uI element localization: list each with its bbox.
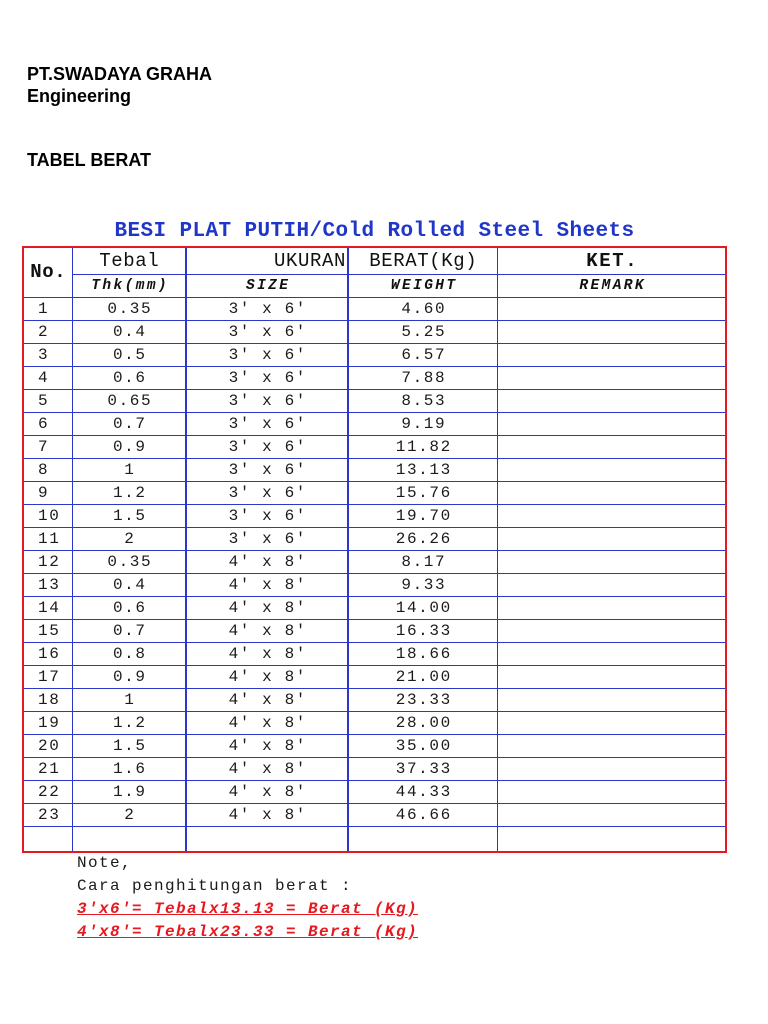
cell-empty: [498, 827, 725, 851]
cell-berat: 18.66: [349, 643, 498, 666]
cell-tebal: 2: [73, 528, 187, 551]
column-subheader-weight: WEIGHT: [349, 275, 498, 298]
cell-berat: 8.53: [349, 390, 498, 413]
cell-ket: [498, 689, 725, 712]
cell-tebal: 1.2: [73, 712, 187, 735]
column-header-tebal: Tebal: [73, 248, 187, 275]
table-row: [24, 758, 725, 781]
cell-ket: [498, 735, 725, 758]
cell-berat: 14.00: [349, 597, 498, 620]
cell-no: 14: [24, 597, 73, 620]
cell-ket: [498, 781, 725, 804]
cell-no: 17: [24, 666, 73, 689]
cell-berat: 9.33: [349, 574, 498, 597]
table-row: [24, 689, 725, 712]
cell-ket: [498, 298, 725, 321]
cell-berat: 16.33: [349, 620, 498, 643]
cell-tebal: 1.6: [73, 758, 187, 781]
cell-ket: [498, 528, 725, 551]
department-name: Engineering: [27, 86, 132, 106]
column-header-no: No.: [24, 248, 73, 298]
cell-berat: 46.66: [349, 804, 498, 827]
cell-ukuran: 3' x 6': [187, 390, 349, 413]
table-row: [24, 735, 725, 758]
cell-ukuran: 4' x 8': [187, 551, 349, 574]
cell-ket: [498, 505, 725, 528]
cell-ukuran: 4' x 8': [187, 574, 349, 597]
column-subheader-size: SIZE: [187, 275, 349, 298]
table-row: [24, 574, 725, 597]
cell-berat: 9.19: [349, 413, 498, 436]
cell-no: 19: [24, 712, 73, 735]
cell-ket: [498, 712, 725, 735]
cell-tebal: 0.65: [73, 390, 187, 413]
cell-ukuran: 3' x 6': [187, 436, 349, 459]
cell-no: 18: [24, 689, 73, 712]
table-row: [24, 643, 725, 666]
notes-section: [77, 852, 418, 944]
cell-ukuran: 4' x 8': [187, 643, 349, 666]
cell-ukuran: 4' x 8': [187, 804, 349, 827]
table-row: [24, 804, 725, 827]
cell-no: 13: [24, 574, 73, 597]
cell-no: 16: [24, 643, 73, 666]
cell-no: 22: [24, 781, 73, 804]
cell-no: 1: [24, 298, 73, 321]
table-row: [24, 390, 725, 413]
company-name: PT.SWADAYA GRAHA: [27, 64, 213, 84]
cell-ket: [498, 367, 725, 390]
cell-no: 21: [24, 758, 73, 781]
cell-tebal: 0.9: [73, 436, 187, 459]
cell-empty: [24, 827, 73, 851]
cell-empty: [187, 827, 349, 851]
cell-tebal: 1: [73, 689, 187, 712]
column-header-ukuran: UKURAN: [187, 248, 349, 275]
cell-tebal: 1.2: [73, 482, 187, 505]
column-header-berat: BERAT(Kg): [349, 248, 498, 275]
cell-ukuran: 3' x 6': [187, 482, 349, 505]
cell-ket: [498, 482, 725, 505]
document-title: TABEL BERAT: [27, 150, 151, 170]
cell-ket: [498, 344, 725, 367]
cell-tebal: 0.9: [73, 666, 187, 689]
cell-ket: [498, 620, 725, 643]
cell-no: 12: [24, 551, 73, 574]
table-row: [24, 436, 725, 459]
cell-berat: 37.33: [349, 758, 498, 781]
cell-ukuran: 3' x 6': [187, 505, 349, 528]
table-row: [24, 459, 725, 482]
cell-ukuran: 3' x 6': [187, 367, 349, 390]
weight-table: [22, 246, 727, 853]
cell-no: 8: [24, 459, 73, 482]
table-row: [24, 712, 725, 735]
table-row: [24, 620, 725, 643]
table-row: [24, 666, 725, 689]
table-row: [24, 781, 725, 804]
table-row-empty: [24, 827, 725, 851]
cell-ukuran: 3' x 6': [187, 321, 349, 344]
cell-ukuran: 3' x 6': [187, 413, 349, 436]
cell-empty: [73, 827, 187, 851]
cell-ukuran: 3' x 6': [187, 298, 349, 321]
cell-tebal: 0.4: [73, 574, 187, 597]
table-row: [24, 482, 725, 505]
cell-berat: 7.88: [349, 367, 498, 390]
table-header: [24, 248, 725, 298]
formula-4x8: 4'x8'= Tebalx23.33 = Berat (Kg): [77, 923, 419, 941]
cell-ket: [498, 413, 725, 436]
cell-ukuran: 3' x 6': [187, 528, 349, 551]
cell-berat: 28.00: [349, 712, 498, 735]
formula-3x6: 3'x6'= Tebalx13.13 = Berat (Kg): [77, 900, 419, 918]
cell-ukuran: 4' x 8': [187, 620, 349, 643]
cell-tebal: 0.35: [73, 298, 187, 321]
cell-tebal: 1.5: [73, 505, 187, 528]
cell-berat: 44.33: [349, 781, 498, 804]
cell-no: 3: [24, 344, 73, 367]
cell-ket: [498, 551, 725, 574]
cell-ket: [498, 574, 725, 597]
cell-no: 4: [24, 367, 73, 390]
cell-no: 23: [24, 804, 73, 827]
cell-tebal: 1.9: [73, 781, 187, 804]
cell-ket: [498, 390, 725, 413]
cell-ukuran: 4' x 8': [187, 735, 349, 758]
cell-no: 7: [24, 436, 73, 459]
cell-no: 9: [24, 482, 73, 505]
cell-berat: 21.00: [349, 666, 498, 689]
cell-ukuran: 4' x 8': [187, 689, 349, 712]
cell-ket: [498, 758, 725, 781]
cell-no: 5: [24, 390, 73, 413]
cell-ukuran: 4' x 8': [187, 758, 349, 781]
table-row: [24, 321, 725, 344]
cell-no: 6: [24, 413, 73, 436]
table-row: [24, 528, 725, 551]
cell-ket: [498, 597, 725, 620]
cell-ukuran: 4' x 8': [187, 597, 349, 620]
cell-tebal: 0.8: [73, 643, 187, 666]
table-row: [24, 551, 725, 574]
cell-no: 20: [24, 735, 73, 758]
column-header-ket: KET.: [498, 248, 725, 275]
cell-tebal: 0.5: [73, 344, 187, 367]
cell-berat: 8.17: [349, 551, 498, 574]
cell-ukuran: 3' x 6': [187, 344, 349, 367]
cell-tebal: 1.5: [73, 735, 187, 758]
cell-berat: 4.60: [349, 298, 498, 321]
cell-tebal: 0.35: [73, 551, 187, 574]
cell-no: 2: [24, 321, 73, 344]
cell-no: 11: [24, 528, 73, 551]
cell-ket: [498, 321, 725, 344]
cell-tebal: 0.7: [73, 620, 187, 643]
cell-no: 10: [24, 505, 73, 528]
cell-berat: 13.13: [349, 459, 498, 482]
cell-empty: [349, 827, 498, 851]
table-title: BESI PLAT PUTIH/Cold Rolled Steel Sheets: [114, 220, 635, 243]
cell-berat: 11.82: [349, 436, 498, 459]
cell-tebal: 0.7: [73, 413, 187, 436]
note-intro: Cara penghitungan berat :: [77, 877, 353, 895]
column-subheader-thk: Thk(mm): [73, 275, 187, 298]
table-row: [24, 344, 725, 367]
cell-berat: 19.70: [349, 505, 498, 528]
cell-tebal: 0.6: [73, 367, 187, 390]
column-subheader-remark: REMARK: [498, 275, 725, 298]
cell-tebal: 1: [73, 459, 187, 482]
table-row: [24, 367, 725, 390]
table-row: [24, 298, 725, 321]
cell-ket: [498, 666, 725, 689]
cell-berat: 23.33: [349, 689, 498, 712]
cell-no: 15: [24, 620, 73, 643]
cell-ukuran: 4' x 8': [187, 712, 349, 735]
cell-tebal: 0.6: [73, 597, 187, 620]
note-heading: Note,: [77, 854, 133, 872]
cell-tebal: 2: [73, 804, 187, 827]
cell-ukuran: 4' x 8': [187, 666, 349, 689]
cell-ukuran: 4' x 8': [187, 781, 349, 804]
cell-berat: 26.26: [349, 528, 498, 551]
cell-tebal: 0.4: [73, 321, 187, 344]
cell-berat: 35.00: [349, 735, 498, 758]
cell-berat: 15.76: [349, 482, 498, 505]
cell-ket: [498, 804, 725, 827]
table-row: [24, 505, 725, 528]
cell-berat: 6.57: [349, 344, 498, 367]
cell-ket: [498, 459, 725, 482]
cell-ket: [498, 643, 725, 666]
cell-ket: [498, 436, 725, 459]
table-row: [24, 413, 725, 436]
cell-berat: 5.25: [349, 321, 498, 344]
cell-ukuran: 3' x 6': [187, 459, 349, 482]
table-row: [24, 597, 725, 620]
